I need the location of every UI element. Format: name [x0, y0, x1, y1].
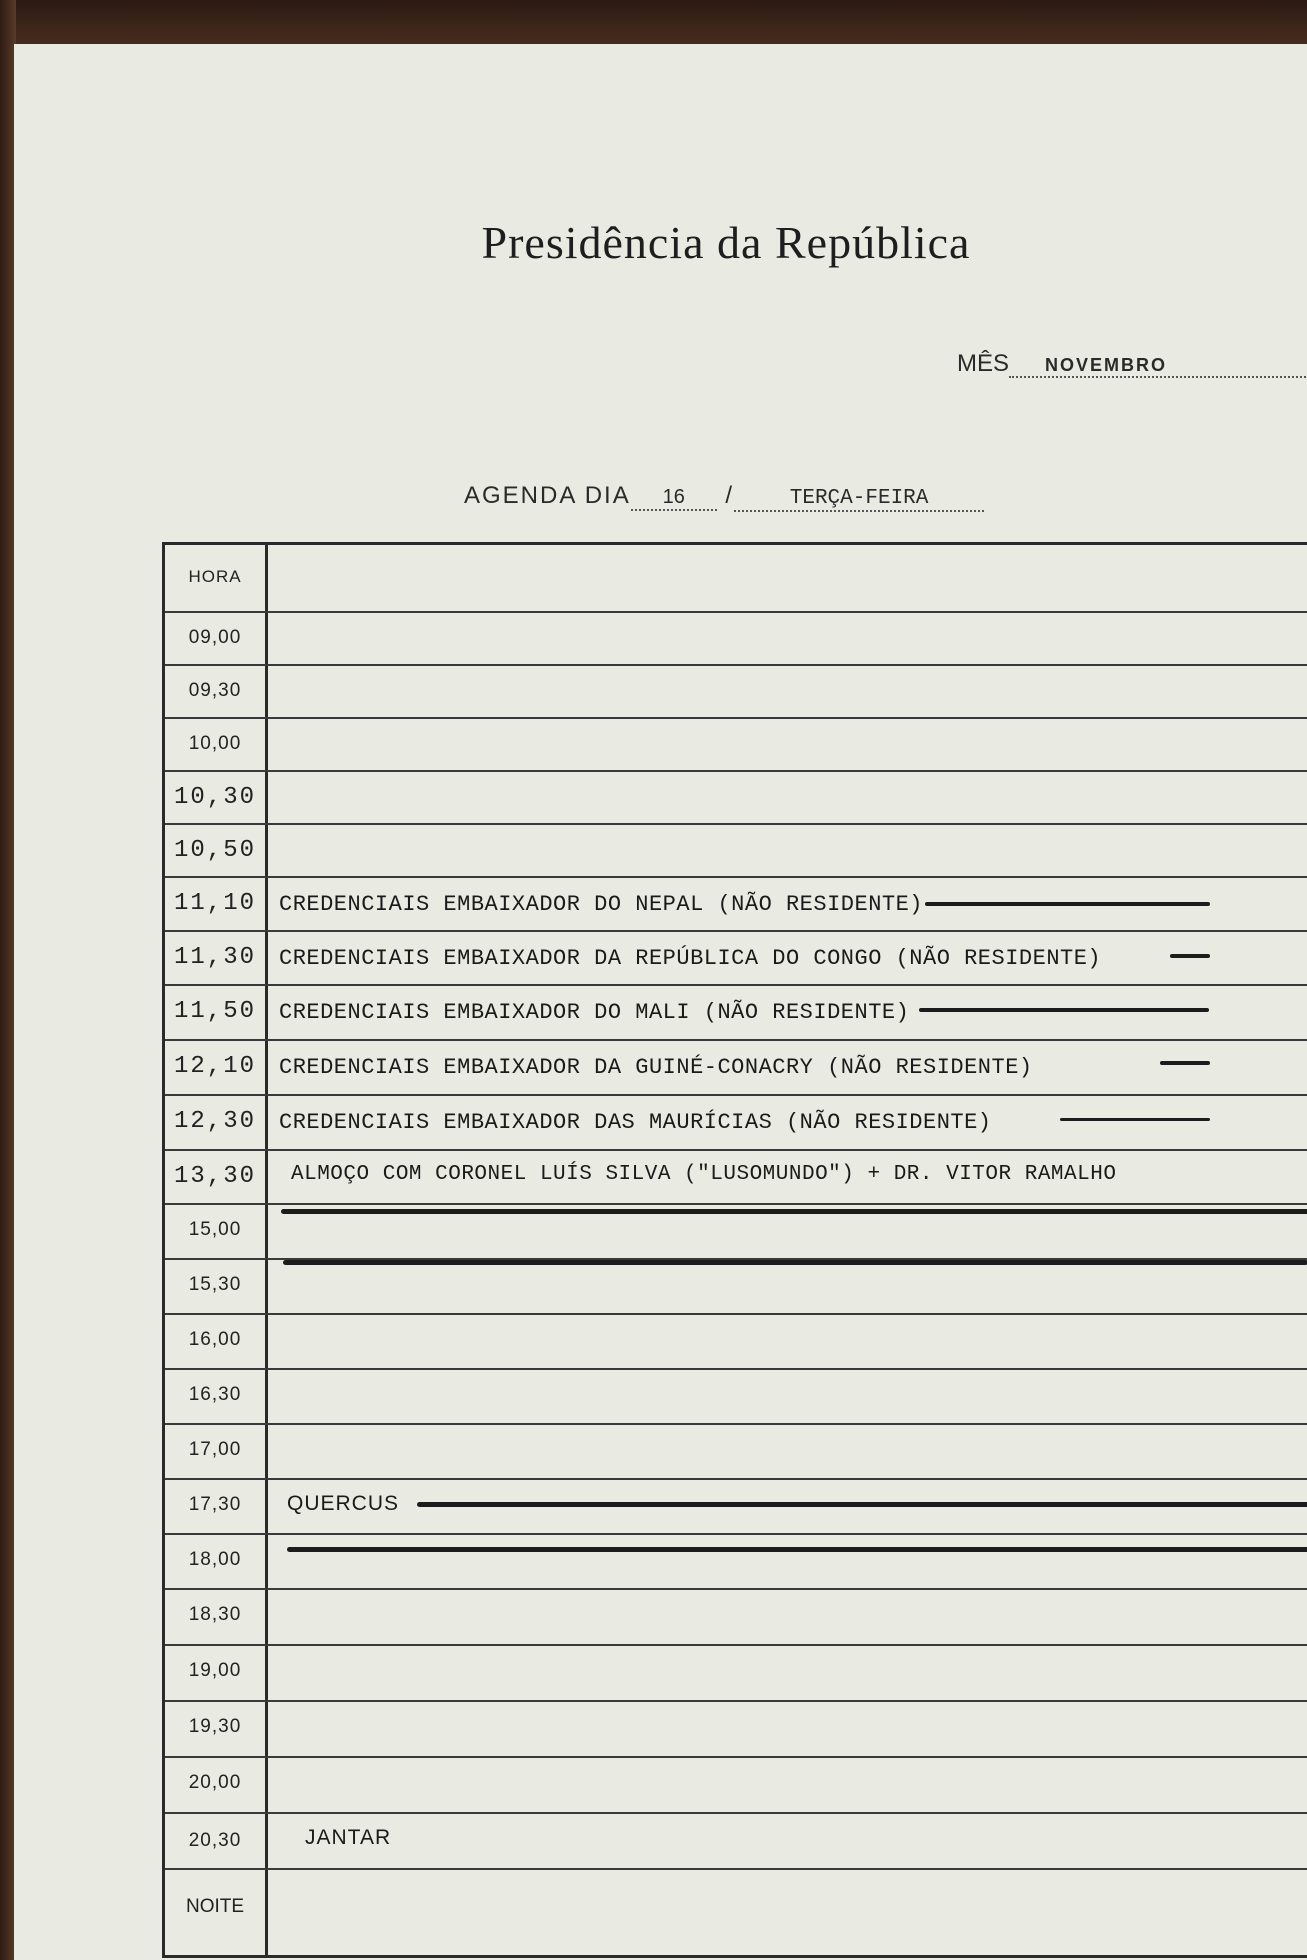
strike-mark [925, 902, 1210, 906]
hora-cell: 10,00 [188, 733, 242, 754]
table-header-row [165, 545, 1307, 613]
entry-cell: CREDENCIAIS EMBAIXADOR DA GUINÉ-CONACRY (NÃO RESIDENTE) [279, 1055, 1033, 1080]
table-row [165, 984, 1307, 1041]
table-row [165, 717, 1307, 772]
date-separator: / [725, 482, 735, 509]
entry-cell: JANTAR [305, 1826, 392, 1849]
weekday-value: TERÇA-FEIRA [734, 487, 984, 512]
hora-cell: 11,50 [173, 998, 256, 1025]
table-row [165, 1039, 1307, 1096]
hora-cell: 15,00 [188, 1219, 242, 1240]
entry-cell: CREDENCIAIS EMBAIXADOR DAS MAURÍCIAS (NÃO RESIDENTE) [279, 1110, 992, 1135]
entry-cell: QUERCUS [287, 1492, 400, 1515]
hora-cell: 12,30 [173, 1108, 256, 1135]
hora-cell: 09,00 [188, 627, 242, 648]
entry-cell: ALMOÇO COM CORONEL LUÍS SILVA ("LUSOMUNDO") + DR. VITOR RAMALHO [291, 1163, 1117, 1186]
hora-cell: 19,00 [188, 1660, 242, 1681]
hora-cell: 17,30 [188, 1494, 242, 1515]
table-row [165, 1149, 1307, 1205]
table-row [165, 1423, 1307, 1480]
table-row [165, 1644, 1307, 1702]
hora-cell: 16,30 [188, 1384, 242, 1405]
hora-header: HORA [188, 567, 242, 586]
month-value: NOVEMBRO [1009, 354, 1307, 378]
strike-mark [1060, 1118, 1210, 1121]
table-row [165, 1533, 1307, 1590]
hora-cell: 09,30 [188, 680, 242, 701]
strike-mark [919, 1008, 1209, 1012]
table-row [165, 1756, 1307, 1814]
hora-cell: 20,00 [188, 1772, 242, 1793]
month-label: MÊS [957, 350, 1010, 377]
table-row [165, 664, 1307, 719]
day-value: 16 [631, 486, 717, 511]
entry-cell: CREDENCIAIS EMBAIXADOR DA REPÚBLICA DO CONGO (NÃO RESIDENTE) [279, 946, 1102, 971]
table-row [165, 1313, 1307, 1370]
table-row [165, 1203, 1307, 1260]
table-row [165, 770, 1307, 825]
hora-cell: 15,30 [188, 1274, 242, 1295]
hora-cell: 17,00 [188, 1439, 242, 1460]
strike-mark [417, 1502, 1307, 1507]
hora-cell: 16,00 [188, 1329, 242, 1350]
table-row [165, 1868, 1307, 1952]
table-row [165, 1700, 1307, 1758]
hora-cell: 10,50 [173, 837, 256, 864]
page-title: Presidência da República [481, 217, 971, 268]
table-row [165, 1588, 1307, 1646]
hora-cell: 18,30 [188, 1604, 242, 1625]
table-row [165, 1094, 1307, 1151]
strike-mark [283, 1260, 1307, 1265]
hora-cell: 20,30 [188, 1830, 242, 1851]
table-row [165, 1812, 1307, 1870]
hora-cell: 11,10 [173, 890, 256, 917]
hora-cell: 13,30 [173, 1163, 256, 1190]
hora-cell: 18,00 [188, 1549, 242, 1570]
hora-cell: 12,10 [173, 1053, 256, 1080]
hora-cell: NOITE [185, 1896, 245, 1917]
table-row [165, 1368, 1307, 1425]
strike-mark [287, 1547, 1307, 1552]
hora-cell: 11,30 [173, 944, 256, 971]
table-row [165, 823, 1307, 878]
strike-mark [1170, 954, 1210, 958]
agenda-sheet [14, 44, 1307, 1960]
wood-background-top [0, 0, 1307, 48]
table-row [165, 876, 1307, 932]
agenda-label: AGENDA DIA [464, 482, 631, 509]
agenda-day-field [464, 482, 984, 512]
strike-mark [1160, 1061, 1210, 1065]
table-row [165, 611, 1307, 666]
entry-cell: CREDENCIAIS EMBAIXADOR DO MALI (NÃO RESIDENTE) [279, 1000, 910, 1025]
schedule-table [162, 542, 1307, 1958]
table-row [165, 1478, 1307, 1535]
entry-cell: CREDENCIAIS EMBAIXADOR DO NEPAL (NÃO RESIDENTE) [279, 892, 924, 917]
table-row [165, 930, 1307, 986]
month-field [957, 350, 1307, 378]
hora-cell: 10,30 [173, 784, 256, 811]
table-row [165, 1258, 1307, 1315]
strike-mark [281, 1209, 1307, 1214]
hora-cell: 19,30 [188, 1716, 242, 1737]
